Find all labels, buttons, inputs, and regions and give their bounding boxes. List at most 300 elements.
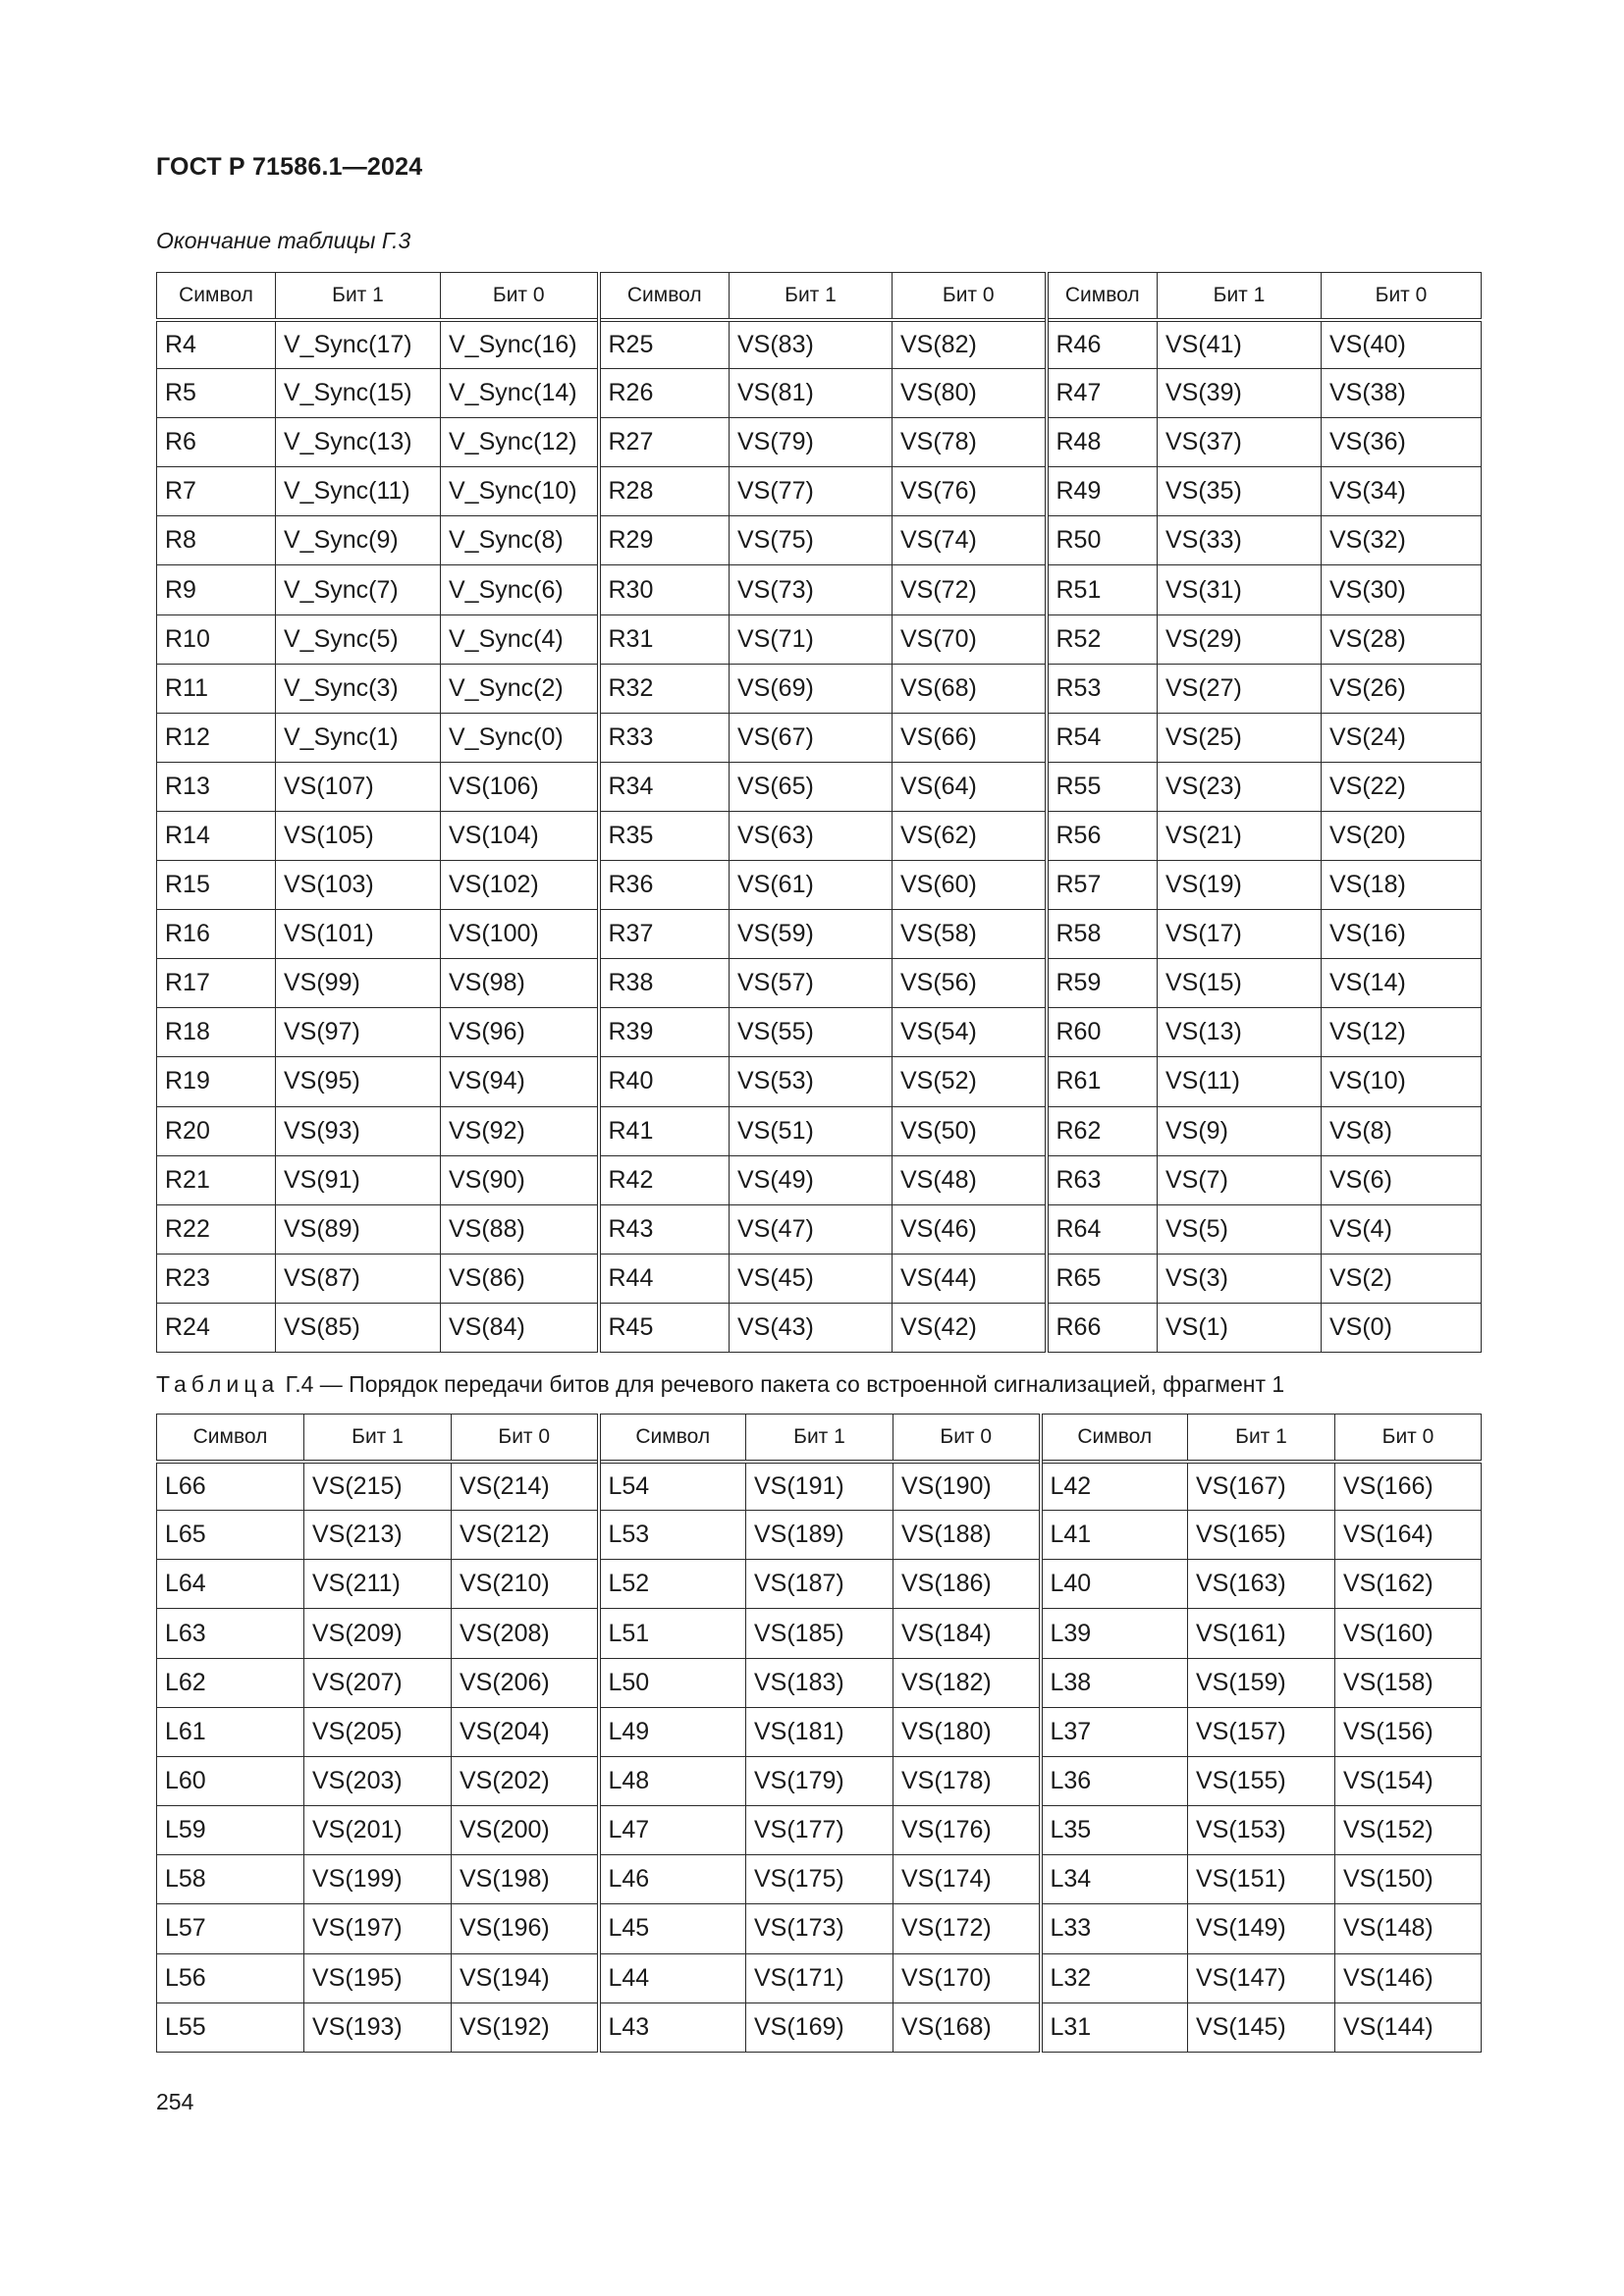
- table-cell: VS(170): [893, 1953, 1041, 2002]
- column-header: Символ: [1047, 273, 1158, 320]
- table-cell: L42: [1041, 1462, 1188, 1511]
- column-header: Бит 0: [893, 1415, 1041, 1462]
- table-cell: VS(59): [730, 910, 893, 959]
- table-cell: VS(63): [730, 811, 893, 860]
- table-cell: VS(167): [1188, 1462, 1335, 1511]
- table-cell: VS(62): [893, 811, 1047, 860]
- table-cell: VS(106): [441, 762, 599, 811]
- table-cell: VS(69): [730, 664, 893, 713]
- table-cell: VS(172): [893, 1904, 1041, 1953]
- table-cell: R35: [599, 811, 730, 860]
- table-cell: VS(42): [893, 1303, 1047, 1352]
- table-cell: VS(26): [1322, 664, 1482, 713]
- table-cell: VS(44): [893, 1254, 1047, 1303]
- table-cell: VS(196): [452, 1904, 599, 1953]
- table-cell: V_Sync(0): [441, 713, 599, 762]
- table-cell: VS(74): [893, 516, 1047, 565]
- table-cell: V_Sync(12): [441, 418, 599, 467]
- table-cell: VS(210): [452, 1560, 599, 1609]
- table-cell: VS(166): [1335, 1462, 1482, 1511]
- table-cell: VS(206): [452, 1658, 599, 1707]
- table-cell: VS(151): [1188, 1855, 1335, 1904]
- table-cell: VS(145): [1188, 2002, 1335, 2052]
- table-cell: VS(207): [304, 1658, 452, 1707]
- table-cell: VS(213): [304, 1511, 452, 1560]
- table-cell: VS(11): [1158, 1057, 1322, 1106]
- table-cell: VS(3): [1158, 1254, 1322, 1303]
- table-cell: VS(176): [893, 1806, 1041, 1855]
- table-cell: VS(81): [730, 369, 893, 418]
- table-cell: VS(177): [746, 1806, 893, 1855]
- table-cell: VS(45): [730, 1254, 893, 1303]
- table-cell: VS(202): [452, 1756, 599, 1805]
- table-cell: VS(25): [1158, 713, 1322, 762]
- table-cell: R38: [599, 959, 730, 1008]
- table-cell: L52: [599, 1560, 746, 1609]
- table-row: [157, 861, 1482, 910]
- table-cell: VS(15): [1158, 959, 1322, 1008]
- table-cell: R23: [157, 1254, 276, 1303]
- table-cell: R49: [1047, 467, 1158, 516]
- table-cell: VS(67): [730, 713, 893, 762]
- table-cell: VS(185): [746, 1609, 893, 1658]
- table-cell: VS(37): [1158, 418, 1322, 467]
- table-cell: VS(105): [276, 811, 441, 860]
- table-cell: R32: [599, 664, 730, 713]
- table-row: [157, 614, 1482, 664]
- header-row: [157, 1415, 1482, 1462]
- column-header: Бит 1: [1158, 273, 1322, 320]
- table-cell: R40: [599, 1057, 730, 1106]
- table-cell: VS(18): [1322, 861, 1482, 910]
- table-cell: VS(76): [893, 467, 1047, 516]
- table-cell: V_Sync(11): [276, 467, 441, 516]
- table-cell: V_Sync(15): [276, 369, 441, 418]
- table-cell: R43: [599, 1204, 730, 1254]
- table-cell: VS(152): [1335, 1806, 1482, 1855]
- table-cell: L58: [157, 1855, 304, 1904]
- table-cell: VS(33): [1158, 516, 1322, 565]
- table-row: [157, 1008, 1482, 1057]
- table-cell: VS(103): [276, 861, 441, 910]
- table-cell: R19: [157, 1057, 276, 1106]
- table-cell: VS(57): [730, 959, 893, 1008]
- table-cell: R50: [1047, 516, 1158, 565]
- table-cell: VS(2): [1322, 1254, 1482, 1303]
- table-cell: V_Sync(1): [276, 713, 441, 762]
- table-cell: L46: [599, 1855, 746, 1904]
- table-row: [157, 1658, 1482, 1707]
- table-cell: R14: [157, 811, 276, 860]
- table-cell: VS(205): [304, 1707, 452, 1756]
- table-cell: L35: [1041, 1806, 1188, 1855]
- table-cell: VS(73): [730, 565, 893, 614]
- table-cell: VS(31): [1158, 565, 1322, 614]
- table-cell: R34: [599, 762, 730, 811]
- table-cell: VS(164): [1335, 1511, 1482, 1560]
- column-header: Бит 1: [730, 273, 893, 320]
- table-cell: VS(22): [1322, 762, 1482, 811]
- table-cell: R17: [157, 959, 276, 1008]
- table-row: [157, 1855, 1482, 1904]
- table-cell: VS(107): [276, 762, 441, 811]
- table-cell: VS(104): [441, 811, 599, 860]
- table-cell: R12: [157, 713, 276, 762]
- table-cell: R15: [157, 861, 276, 910]
- table-cell: L65: [157, 1511, 304, 1560]
- table-cell: VS(34): [1322, 467, 1482, 516]
- table-cell: L39: [1041, 1609, 1188, 1658]
- table-cell: R54: [1047, 713, 1158, 762]
- table-cell: VS(211): [304, 1560, 452, 1609]
- table-cell: L63: [157, 1609, 304, 1658]
- table-g4-caption-label: Таблица: [156, 1371, 280, 1397]
- table-cell: VS(180): [893, 1707, 1041, 1756]
- table-cell: V_Sync(4): [441, 614, 599, 664]
- table-cell: L53: [599, 1511, 746, 1560]
- column-header: Бит 1: [276, 273, 441, 320]
- table-row: [157, 369, 1482, 418]
- table-cell: R39: [599, 1008, 730, 1057]
- table-row: [157, 1303, 1482, 1352]
- table-cell: VS(75): [730, 516, 893, 565]
- table-cell: VS(83): [730, 320, 893, 369]
- table-cell: V_Sync(13): [276, 418, 441, 467]
- table-cell: VS(169): [746, 2002, 893, 2052]
- table-row: [157, 516, 1482, 565]
- column-header: Бит 1: [304, 1415, 452, 1462]
- table-cell: R24: [157, 1303, 276, 1352]
- table-cell: VS(50): [893, 1106, 1047, 1155]
- table-cell: VS(201): [304, 1806, 452, 1855]
- table-cell: VS(148): [1335, 1904, 1482, 1953]
- table-cell: R33: [599, 713, 730, 762]
- table-row: [157, 320, 1482, 369]
- table-cell: VS(5): [1158, 1204, 1322, 1254]
- table-cell: VS(85): [276, 1303, 441, 1352]
- table-row: [157, 713, 1482, 762]
- table-cell: VS(98): [441, 959, 599, 1008]
- table-cell: VS(70): [893, 614, 1047, 664]
- table-cell: VS(94): [441, 1057, 599, 1106]
- table-cell: VS(8): [1322, 1106, 1482, 1155]
- table-cell: VS(162): [1335, 1560, 1482, 1609]
- column-header: Символ: [157, 1415, 304, 1462]
- table-cell: L32: [1041, 1953, 1188, 2002]
- column-header: Символ: [599, 273, 730, 320]
- table-cell: VS(147): [1188, 1953, 1335, 2002]
- table-cell: R60: [1047, 1008, 1158, 1057]
- table-row: [157, 2002, 1482, 2052]
- table-cell: R26: [599, 369, 730, 418]
- table-row: [157, 1806, 1482, 1855]
- table-cell: R47: [1047, 369, 1158, 418]
- table-cell: R37: [599, 910, 730, 959]
- table-cell: VS(66): [893, 713, 1047, 762]
- table-cell: R27: [599, 418, 730, 467]
- table-cell: VS(174): [893, 1855, 1041, 1904]
- table-cell: VS(39): [1158, 369, 1322, 418]
- table-cell: VS(36): [1322, 418, 1482, 467]
- table-cell: VS(171): [746, 1953, 893, 2002]
- table-cell: R52: [1047, 614, 1158, 664]
- table-cell: V_Sync(17): [276, 320, 441, 369]
- table-cell: L31: [1041, 2002, 1188, 2052]
- table-cell: V_Sync(10): [441, 467, 599, 516]
- table-g3-body: [157, 320, 1482, 1353]
- table-cell: VS(46): [893, 1204, 1047, 1254]
- table-cell: VS(32): [1322, 516, 1482, 565]
- table-cell: VS(30): [1322, 565, 1482, 614]
- table-cell: R53: [1047, 664, 1158, 713]
- table-cell: L44: [599, 1953, 746, 2002]
- table-cell: R36: [599, 861, 730, 910]
- table-cell: R30: [599, 565, 730, 614]
- table-cell: R11: [157, 664, 276, 713]
- table-row: [157, 418, 1482, 467]
- header-row: [157, 273, 1482, 320]
- table-g3-caption: Окончание таблицы Г.3: [156, 228, 411, 253]
- table-cell: V_Sync(7): [276, 565, 441, 614]
- table-row: [157, 1106, 1482, 1155]
- table-cell: VS(56): [893, 959, 1047, 1008]
- table-cell: VS(40): [1322, 320, 1482, 369]
- table-cell: VS(92): [441, 1106, 599, 1155]
- table-cell: L37: [1041, 1707, 1188, 1756]
- table-cell: VS(43): [730, 1303, 893, 1352]
- table-cell: VS(51): [730, 1106, 893, 1155]
- table-cell: R4: [157, 320, 276, 369]
- table-cell: R25: [599, 320, 730, 369]
- table-cell: VS(155): [1188, 1756, 1335, 1805]
- table-row: [157, 1254, 1482, 1303]
- table-cell: L64: [157, 1560, 304, 1609]
- table-cell: R16: [157, 910, 276, 959]
- table-cell: VS(91): [276, 1155, 441, 1204]
- table-cell: R51: [1047, 565, 1158, 614]
- table-cell: R5: [157, 369, 276, 418]
- table-cell: L41: [1041, 1511, 1188, 1560]
- table-cell: VS(159): [1188, 1658, 1335, 1707]
- table-cell: VS(214): [452, 1462, 599, 1511]
- table-g4-body: [157, 1462, 1482, 2053]
- table-cell: R7: [157, 467, 276, 516]
- table-cell: R9: [157, 565, 276, 614]
- table-cell: VS(77): [730, 467, 893, 516]
- table-cell: VS(13): [1158, 1008, 1322, 1057]
- table-cell: L45: [599, 1904, 746, 1953]
- table-cell: VS(204): [452, 1707, 599, 1756]
- table-cell: VS(41): [1158, 320, 1322, 369]
- table-cell: VS(84): [441, 1303, 599, 1352]
- table-cell: R65: [1047, 1254, 1158, 1303]
- table-cell: R63: [1047, 1155, 1158, 1204]
- table-cell: VS(65): [730, 762, 893, 811]
- table-cell: R64: [1047, 1204, 1158, 1254]
- table-cell: R28: [599, 467, 730, 516]
- table-cell: VS(182): [893, 1658, 1041, 1707]
- table-cell: VS(144): [1335, 2002, 1482, 2052]
- table-cell: V_Sync(3): [276, 664, 441, 713]
- table-cell: L48: [599, 1756, 746, 1805]
- table-cell: VS(24): [1322, 713, 1482, 762]
- table-cell: R55: [1047, 762, 1158, 811]
- table-cell: V_Sync(2): [441, 664, 599, 713]
- table-cell: R44: [599, 1254, 730, 1303]
- table-cell: R10: [157, 614, 276, 664]
- table-cell: VS(12): [1322, 1008, 1482, 1057]
- table-cell: VS(23): [1158, 762, 1322, 811]
- table-cell: VS(198): [452, 1855, 599, 1904]
- table-cell: R57: [1047, 861, 1158, 910]
- table-row: [157, 467, 1482, 516]
- table-cell: L61: [157, 1707, 304, 1756]
- table-cell: VS(200): [452, 1806, 599, 1855]
- table-cell: L62: [157, 1658, 304, 1707]
- table-cell: VS(17): [1158, 910, 1322, 959]
- table-cell: L47: [599, 1806, 746, 1855]
- table-cell: VS(89): [276, 1204, 441, 1254]
- table-row: [157, 1204, 1482, 1254]
- column-header: Бит 0: [441, 273, 599, 320]
- table-cell: R31: [599, 614, 730, 664]
- table-cell: VS(149): [1188, 1904, 1335, 1953]
- table-cell: VS(150): [1335, 1855, 1482, 1904]
- table-row: [157, 1707, 1482, 1756]
- table-cell: VS(78): [893, 418, 1047, 467]
- table-cell: VS(97): [276, 1008, 441, 1057]
- table-cell: V_Sync(14): [441, 369, 599, 418]
- table-cell: R8: [157, 516, 276, 565]
- table-g3: [156, 272, 1482, 1353]
- table-cell: R46: [1047, 320, 1158, 369]
- table-cell: VS(6): [1322, 1155, 1482, 1204]
- table-cell: R58: [1047, 910, 1158, 959]
- table-cell: VS(203): [304, 1756, 452, 1805]
- table-cell: VS(16): [1322, 910, 1482, 959]
- table-cell: VS(146): [1335, 1953, 1482, 2002]
- table-cell: VS(55): [730, 1008, 893, 1057]
- table-row: [157, 959, 1482, 1008]
- column-header: Бит 1: [1188, 1415, 1335, 1462]
- table-cell: VS(80): [893, 369, 1047, 418]
- table-row: [157, 1462, 1482, 1511]
- table-cell: VS(158): [1335, 1658, 1482, 1707]
- table-cell: R22: [157, 1204, 276, 1254]
- table-cell: VS(68): [893, 664, 1047, 713]
- table-row: [157, 1609, 1482, 1658]
- table-cell: R59: [1047, 959, 1158, 1008]
- table-cell: VS(193): [304, 2002, 452, 2052]
- column-header: Символ: [157, 273, 276, 320]
- table-cell: VS(160): [1335, 1609, 1482, 1658]
- table-cell: VS(215): [304, 1462, 452, 1511]
- table-cell: R6: [157, 418, 276, 467]
- table-cell: VS(161): [1188, 1609, 1335, 1658]
- table-cell: VS(7): [1158, 1155, 1322, 1204]
- table-cell: L56: [157, 1953, 304, 2002]
- table-cell: VS(154): [1335, 1756, 1482, 1805]
- table-cell: VS(157): [1188, 1707, 1335, 1756]
- table-cell: L43: [599, 2002, 746, 2052]
- table-cell: L49: [599, 1707, 746, 1756]
- table-cell: R61: [1047, 1057, 1158, 1106]
- table-cell: V_Sync(8): [441, 516, 599, 565]
- table-row: [157, 1904, 1482, 1953]
- table-cell: VS(178): [893, 1756, 1041, 1805]
- table-cell: VS(79): [730, 418, 893, 467]
- page-number: 254: [156, 2089, 194, 2114]
- table-cell: VS(179): [746, 1756, 893, 1805]
- table-cell: VS(212): [452, 1511, 599, 1560]
- table-cell: L59: [157, 1806, 304, 1855]
- table-cell: VS(87): [276, 1254, 441, 1303]
- table-row: [157, 1155, 1482, 1204]
- table-cell: L33: [1041, 1904, 1188, 1953]
- table-cell: VS(209): [304, 1609, 452, 1658]
- table-cell: R66: [1047, 1303, 1158, 1352]
- table-cell: V_Sync(16): [441, 320, 599, 369]
- column-header: Символ: [599, 1415, 746, 1462]
- table-cell: R42: [599, 1155, 730, 1204]
- table-cell: VS(153): [1188, 1806, 1335, 1855]
- document-title: ГОСТ Р 71586.1—2024: [156, 153, 423, 181]
- table-cell: R18: [157, 1008, 276, 1057]
- table-row: [157, 1560, 1482, 1609]
- table-cell: VS(173): [746, 1904, 893, 1953]
- table-cell: VS(183): [746, 1658, 893, 1707]
- table-cell: R48: [1047, 418, 1158, 467]
- table-cell: VS(95): [276, 1057, 441, 1106]
- table-row: [157, 1511, 1482, 1560]
- table-g4: [156, 1414, 1482, 2053]
- table-cell: VS(102): [441, 861, 599, 910]
- table-cell: VS(20): [1322, 811, 1482, 860]
- table-cell: R41: [599, 1106, 730, 1155]
- table-g3-header: [157, 273, 1482, 320]
- table-cell: VS(208): [452, 1609, 599, 1658]
- column-header: Бит 0: [893, 273, 1047, 320]
- table-cell: VS(188): [893, 1511, 1041, 1560]
- table-cell: R45: [599, 1303, 730, 1352]
- table-cell: VS(71): [730, 614, 893, 664]
- table-cell: VS(86): [441, 1254, 599, 1303]
- table-cell: VS(163): [1188, 1560, 1335, 1609]
- table-cell: VS(192): [452, 2002, 599, 2052]
- table-cell: VS(27): [1158, 664, 1322, 713]
- table-g4-caption: [156, 1371, 1284, 1398]
- table-row: [157, 1756, 1482, 1805]
- table-cell: VS(61): [730, 861, 893, 910]
- table-cell: V_Sync(9): [276, 516, 441, 565]
- table-cell: VS(190): [893, 1462, 1041, 1511]
- table-cell: VS(168): [893, 2002, 1041, 2052]
- table-cell: L60: [157, 1756, 304, 1805]
- table-cell: VS(14): [1322, 959, 1482, 1008]
- table-cell: VS(53): [730, 1057, 893, 1106]
- table-cell: VS(191): [746, 1462, 893, 1511]
- column-header: Бит 0: [452, 1415, 599, 1462]
- table-cell: VS(186): [893, 1560, 1041, 1609]
- table-cell: VS(156): [1335, 1707, 1482, 1756]
- table-cell: VS(96): [441, 1008, 599, 1057]
- table-cell: L34: [1041, 1855, 1188, 1904]
- table-cell: VS(52): [893, 1057, 1047, 1106]
- table-cell: VS(72): [893, 565, 1047, 614]
- table-g4-caption-text: Г.4 — Порядок передачи битов для речевого пакета со встроенной сигнализацией, фрагмент 1: [285, 1371, 1285, 1397]
- table-cell: VS(199): [304, 1855, 452, 1904]
- table-cell: L54: [599, 1462, 746, 1511]
